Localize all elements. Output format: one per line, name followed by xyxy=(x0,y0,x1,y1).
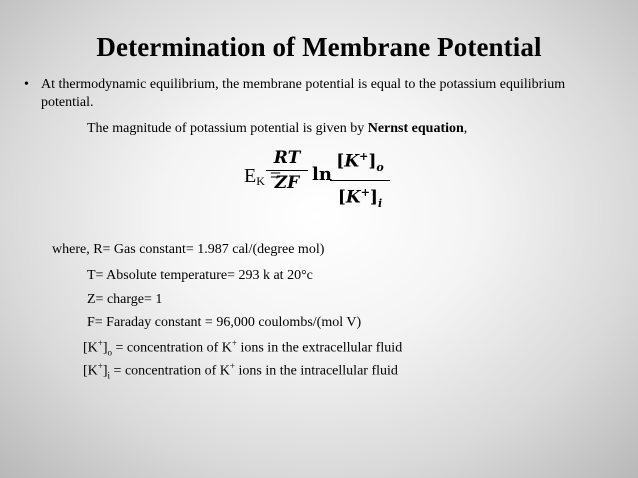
ln-operator: ln xyxy=(312,164,332,185)
denominator-k-inside: $[K^+]_i$ xyxy=(337,186,383,211)
slide-title: Determination of Membrane Potential xyxy=(96,32,542,62)
ek-symbol: E xyxy=(244,165,257,187)
definition-k-outside: $[K^+]_o$ = concentration of K+ ions in the extracellular fluid xyxy=(83,338,403,358)
nernst-equation-label: Nernst equation xyxy=(367,121,464,136)
bullet-text: At thermodynamic equilibrium, the membrane potential is equal to the potassium equilibrium potential. xyxy=(41,77,566,110)
nernst-intro xyxy=(87,121,467,137)
ek-subscript: K xyxy=(256,174,265,188)
numerator-k-outside: $[K^+]_o$ xyxy=(336,150,384,175)
definition-k-inside: $[K^+]_i$ = concentration of K+ ions in the intracellular fluid xyxy=(83,361,398,381)
fraction-numerator-rt: RT xyxy=(273,148,301,168)
definition-z: Z= charge= 1 xyxy=(87,292,163,307)
definition-f: F= Faraday constant = 96,000 coulombs/(mol V) xyxy=(87,315,362,330)
nernst-intro-prefix: The magnitude of potassium potential is given by xyxy=(87,121,368,136)
equals-sign: = xyxy=(264,165,282,187)
nernst-intro-suffix: , xyxy=(463,121,468,136)
fraction-denominator-zf: ZF xyxy=(274,173,300,193)
definition-r: where, R= Gas constant= 1.987 cal/(degree mol) xyxy=(52,242,325,257)
concentration-ratio-fraction xyxy=(330,147,390,214)
rt-over-zf-fraction xyxy=(266,148,308,193)
nernst-equation xyxy=(244,138,404,211)
definition-t: T= Absolute temperature= 293 k at 20°c xyxy=(87,268,313,283)
fraction-bar xyxy=(266,170,308,171)
fraction-bar xyxy=(330,180,390,181)
bullet-dot: • xyxy=(24,77,29,92)
